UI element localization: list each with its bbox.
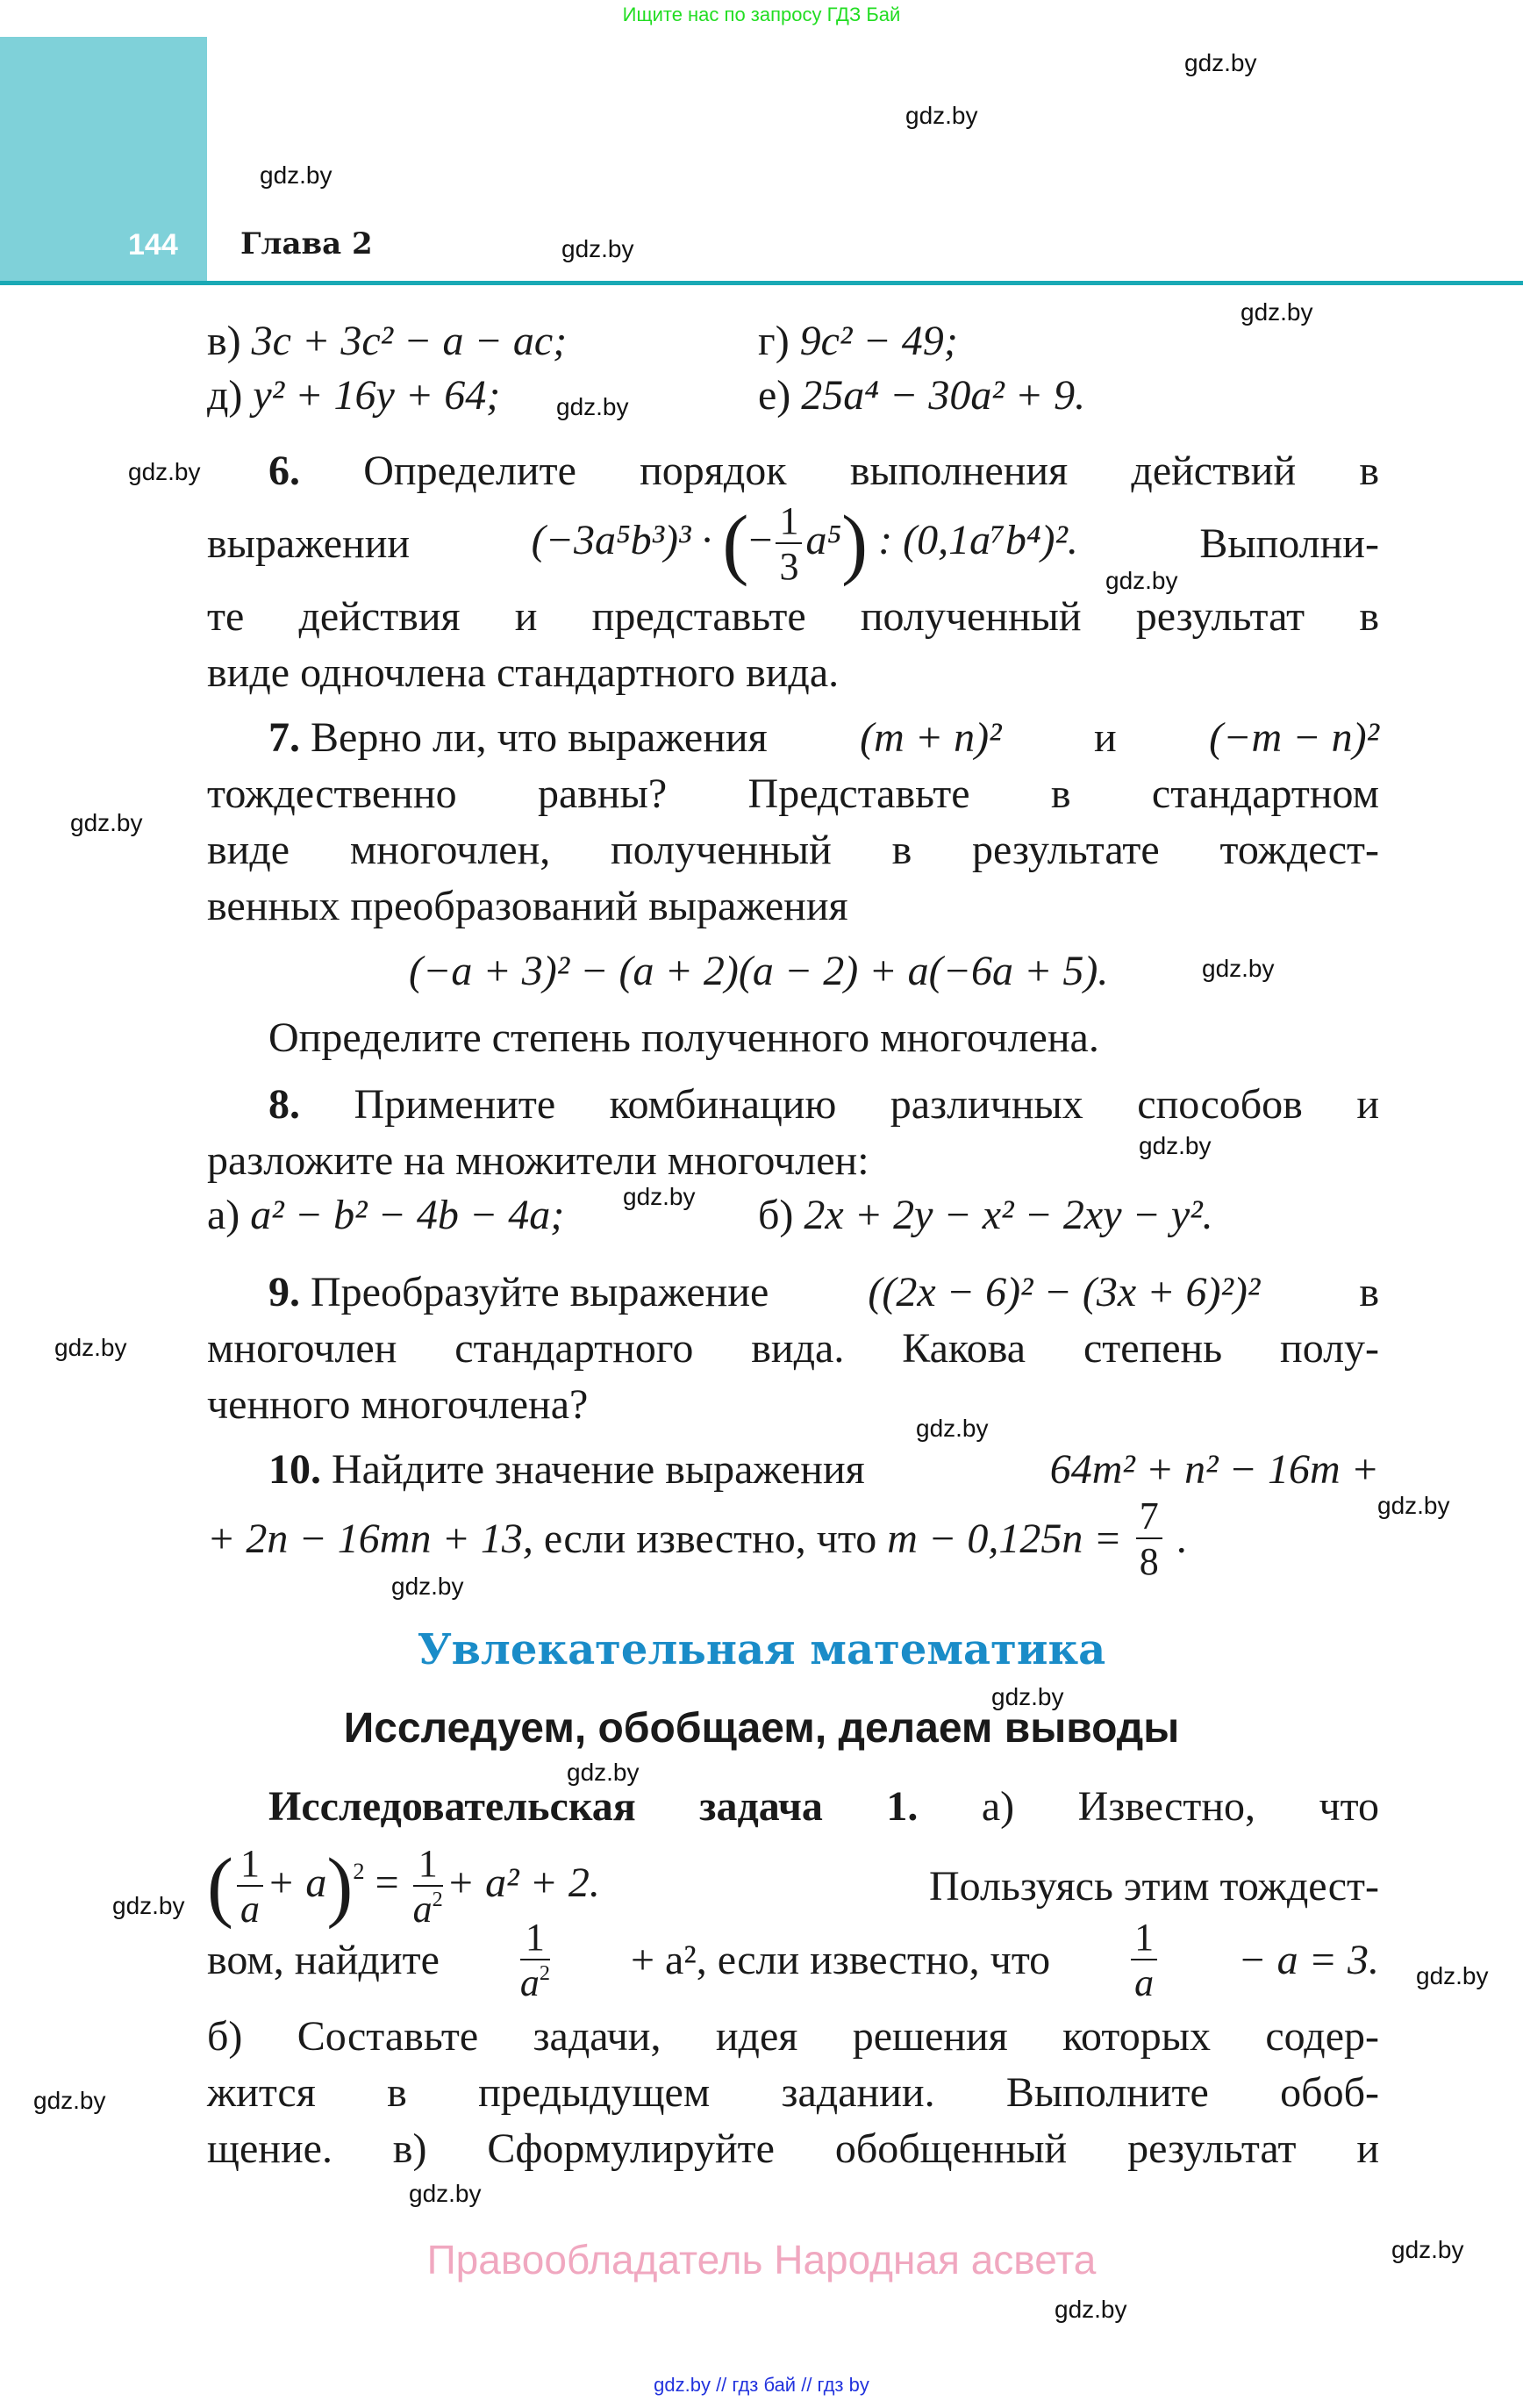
- task-text: а) Известно, что: [981, 1783, 1380, 1830]
- watermark: gdz.by: [1055, 2296, 1127, 2323]
- research-line1: [268, 1780, 1379, 1834]
- item-v: [207, 314, 567, 369]
- research-line3: [207, 1917, 1379, 2004]
- task-number: 6.: [268, 448, 300, 494]
- task-text: Пользуясь этим тождест-: [928, 1863, 1379, 1910]
- fraction: $\frac{1}{a}$: [1131, 1918, 1157, 2003]
- watermark: gdz.by: [1391, 2236, 1464, 2263]
- task8-line2: разложите на множители многочлен:: [207, 1137, 869, 1184]
- task10-line2: + 2n − 16mn + 13, если известно, что m − 0,125n = $\frac{7}{8}$ .: [207, 1494, 1187, 1583]
- math-expression: 9c² − 49;: [799, 318, 958, 364]
- task-text: и: [1094, 714, 1117, 761]
- math-expression: 25a⁴ − 30a² + 9.: [801, 372, 1086, 419]
- task10-line1: [268, 1443, 1379, 1497]
- watermark: gdz.by: [623, 1183, 696, 1210]
- watermark: gdz.by: [1377, 1492, 1450, 1519]
- task-text: Определите порядок выполнения действий в: [363, 448, 1380, 494]
- watermark: gdz.by: [1139, 1132, 1212, 1159]
- task8-item-b: [758, 1188, 1213, 1243]
- math-expression: 64m² + n² − 16m +: [1049, 1446, 1379, 1493]
- header-rule: [0, 281, 1523, 285]
- research-b-line3: щение. в) Сформулируйте обобщенный результат и: [207, 2125, 1379, 2172]
- item-label: в): [207, 318, 241, 364]
- math-expression: y² + 16y + 64;: [253, 372, 501, 419]
- watermark: gdz.by: [54, 1334, 127, 1361]
- watermark: gdz.by: [112, 1892, 185, 1919]
- task-text: если известно, что: [543, 1516, 877, 1562]
- expr-part: + a² + 2.: [446, 1860, 600, 1907]
- math-expression: 3c + 3c² − a − ac;: [251, 318, 568, 364]
- task7-formula: [409, 944, 1108, 999]
- task6-line2: [207, 500, 1379, 588]
- task-text: + a², если известно, что: [630, 1937, 1051, 1983]
- task-text: Найдите значение выражения: [332, 1446, 865, 1493]
- search-banner: Ищите нас по запросу ГДЗ Бай: [622, 4, 901, 25]
- watermark: gdz.by: [1105, 567, 1178, 594]
- math-expression: 2x + 2y − x² − 2xy − y².: [804, 1192, 1213, 1238]
- math-expression: + 2n − 16mn + 13,: [207, 1516, 533, 1562]
- item-d: [207, 369, 500, 423]
- watermark: gdz.by: [70, 809, 143, 836]
- item-label: д): [207, 372, 243, 419]
- task6-line4: виде одночлена стандартного вида.: [207, 649, 840, 696]
- math-expression: (m + n)²: [860, 714, 1002, 761]
- fraction: $\frac{1}{3}$: [776, 502, 802, 586]
- task9-line3: ченного многочлена?: [207, 1381, 589, 1428]
- copyright-notice: Правообладатель Народная асвета: [426, 2237, 1097, 2283]
- math-expression: m − 0,125n =: [887, 1516, 1122, 1562]
- task9-line2: многочлен стандартного вида. Какова степень полу-: [207, 1325, 1379, 1372]
- task9-line1: [268, 1265, 1379, 1320]
- watermark: gdz.by: [905, 102, 978, 129]
- item-g: [758, 314, 958, 369]
- watermark: gdz.by: [391, 1573, 464, 1600]
- research-b-line2: жится в предыдущем задании. Выполните обоб-: [207, 2069, 1379, 2116]
- watermark: gdz.by: [409, 2180, 482, 2207]
- task-text: вом, найдите: [207, 1937, 440, 1983]
- task8-item-a: [207, 1188, 564, 1243]
- chapter-title: Глава 2: [240, 226, 373, 262]
- item-label: а): [207, 1192, 240, 1238]
- watermark: gdz.by: [128, 458, 201, 485]
- page-number: 144: [128, 228, 178, 262]
- expr-part: (−3a⁵b³)³ ·: [531, 517, 712, 564]
- watermark: gdz.by: [561, 235, 634, 262]
- item-label: г): [758, 318, 790, 364]
- watermark: gdz.by: [1202, 955, 1275, 982]
- math-expression: (−m − n)²: [1209, 714, 1379, 761]
- watermark: gdz.by: [991, 1683, 1064, 1710]
- task-number: 9.: [268, 1269, 300, 1315]
- footer-links[interactable]: gdz.by // гдз бай // гдз by: [654, 2374, 869, 2396]
- task-text: Преобразуйте выражение: [311, 1269, 769, 1315]
- research-b-line1: б) Составьте задачи, идея решения которых содер-: [207, 2013, 1379, 2060]
- section-title: Увлекательная математика: [417, 1625, 1106, 1674]
- watermark: gdz.by: [33, 2087, 106, 2114]
- task-number: 7.: [268, 714, 300, 761]
- watermark: gdz.by: [556, 393, 629, 420]
- watermark: gdz.by: [916, 1415, 989, 1442]
- task-text: Выполни-: [1199, 520, 1379, 567]
- task-number: 8.: [268, 1081, 300, 1128]
- watermark: gdz.by: [1241, 298, 1313, 326]
- math-expression: ((2x − 6)² − (3x + 6)²)²: [868, 1269, 1261, 1315]
- math-expression: (−3a⁵b³)³ · (− $\frac{1}{3}$ a⁵) : (0,1a⁷b⁴)².: [531, 499, 1078, 588]
- fraction: $\frac{7}{8}$: [1136, 1497, 1162, 1581]
- watermark: gdz.by: [1184, 49, 1257, 76]
- research-label: Исследовательская задача 1.: [268, 1783, 919, 1830]
- identity-formula: ( $\frac{1}{a}$ + a)$^2$ = $\frac{1}{a^2}$ + a² + 2.: [207, 1842, 600, 1931]
- task7-line3: виде многочлен, полученный в результате тождест-: [207, 827, 1379, 873]
- item-label: е): [758, 372, 791, 419]
- expr-part: : (0,1a⁷b⁴)².: [878, 517, 1078, 564]
- item-label: б): [758, 1192, 794, 1238]
- math-expression: − a = 3.: [1238, 1937, 1379, 1983]
- task7-line5: Определите степень полученного многочлена.: [268, 1014, 1099, 1061]
- task7-line1: [268, 711, 1379, 765]
- task6-line1: [268, 444, 1379, 498]
- task-number: 10.: [268, 1446, 321, 1493]
- task8-line1: [268, 1078, 1379, 1132]
- task7-line4: венных преобразований выражения: [207, 883, 848, 929]
- task6-line3: те действия и представьте полученный результат в: [207, 593, 1379, 640]
- task-text: Примените комбинацию различных способов и: [354, 1081, 1380, 1128]
- task-text: Верно ли, что выражения: [311, 714, 768, 761]
- watermark: gdz.by: [1416, 1962, 1489, 1989]
- math-expression: (−a + 3)² − (a + 2)(a − 2) + a(−6a + 5).: [409, 948, 1109, 994]
- section-subtitle: Исследуем, обобщаем, делаем выводы: [343, 1705, 1180, 1752]
- task-text: в: [1359, 1269, 1379, 1315]
- fraction: $\frac{1}{a^2}$: [519, 1916, 550, 2004]
- task-text: выражении: [207, 520, 411, 567]
- expr-part: a⁵: [805, 517, 842, 564]
- watermark: gdz.by: [260, 161, 332, 189]
- math-expression: a² − b² − 4b − 4a;: [250, 1192, 565, 1238]
- task7-line2: тождественно равны? Представьте в стандартном: [207, 770, 1379, 817]
- watermark: gdz.by: [567, 1759, 640, 1786]
- item-e: [758, 369, 1085, 423]
